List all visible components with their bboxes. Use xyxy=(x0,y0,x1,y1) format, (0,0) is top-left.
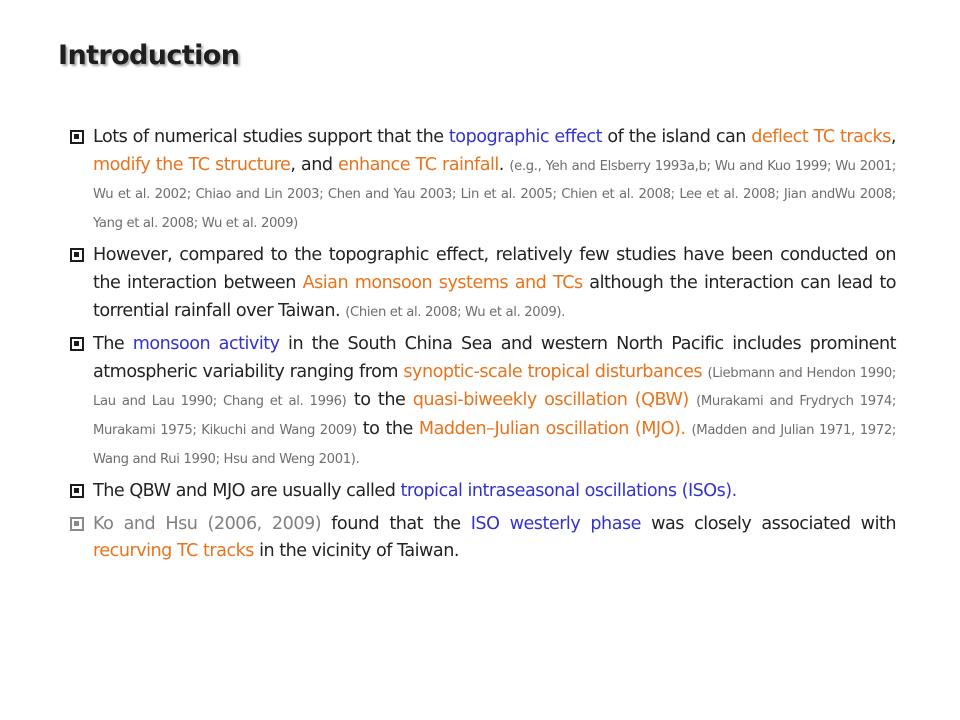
bullet-text: . xyxy=(498,154,510,175)
bullet-text: ISO westerly phase xyxy=(470,513,641,534)
square-bullet-icon xyxy=(70,337,84,351)
bullet-text: although the interaction can lead to torrential rainfall over Taiwan. xyxy=(93,272,896,321)
bullet-text: enhance TC rainfall xyxy=(338,154,499,175)
bullet-item xyxy=(70,242,896,326)
citation-text: (Chien et al. 2008; Wu et al. 2009). xyxy=(345,304,566,320)
slide-title: Introduction xyxy=(58,40,240,71)
bullet-text xyxy=(689,390,696,410)
bullet-text: in the South China Sea and western North Pacific includes prominent atmospheric variability ranging from xyxy=(93,334,896,382)
bullet-text: The xyxy=(93,334,133,355)
bullet-list xyxy=(70,124,896,571)
bullet-text: modify the TC structure xyxy=(93,154,291,175)
bullet-text: was closely associated with xyxy=(640,513,896,534)
square-bullet-icon xyxy=(70,130,84,144)
bullet-text: Lots of numerical studies support that the xyxy=(93,127,449,147)
bullet-text: monsoon activity xyxy=(132,334,280,355)
bullet-text: found that the xyxy=(321,513,471,534)
bullet-item xyxy=(70,124,896,237)
bullet-item xyxy=(70,511,896,566)
citation-text: (Madden and Julian 1971, 1972; Wang and Rui 1990; Hsu and Weng 2001). xyxy=(93,422,896,467)
bullet-text: to the xyxy=(356,418,419,439)
bullet-text: to the xyxy=(346,390,413,411)
square-bullet-icon xyxy=(70,517,84,531)
bullet-text: topographic effect xyxy=(448,127,603,147)
bullet-text: Ko and Hsu (2006, 2009) xyxy=(93,513,322,534)
bullet-text: in the vicinity of Taiwan. xyxy=(253,541,459,562)
bullet-text: Asian monsoon systems and TCs xyxy=(302,272,583,293)
citation-text: (Liebmann and Hendon 1990; Lau and Lau 1990; Chang et al. 1996) xyxy=(93,365,897,410)
square-bullet-icon xyxy=(70,484,84,498)
citation-text: (Murakami and Frydrych 1974; Murakami 1975; Kikuchi and Wang 2009) xyxy=(93,394,897,438)
bullet-text: quasi-biweekly oscillation (QBW) xyxy=(412,390,689,411)
bullet-text: However, compared to the topographic effect, relatively few studies have been conducted on the interaction between xyxy=(93,245,896,293)
bullet-text: deflect TC tracks xyxy=(751,127,891,147)
bullet-text: of the island can xyxy=(602,127,752,147)
bullet-item xyxy=(70,331,896,473)
bullet-text: The QBW and MJO are usually called xyxy=(93,481,401,502)
bullet-text: synoptic-scale tropical disturbances xyxy=(403,361,703,382)
bullet-text: , and xyxy=(290,154,338,175)
bullet-text: tropical intraseasonal oscillations (ISOs). xyxy=(400,481,737,502)
bullet-text: , xyxy=(890,127,896,147)
bullet-text: recurving TC tracks xyxy=(93,541,254,562)
bullet-text: Madden–Julian oscillation (MJO). xyxy=(418,418,686,439)
bullet-item xyxy=(70,478,896,506)
square-bullet-icon xyxy=(70,248,84,262)
citation-text: (e.g., Yeh and Elsberry 1993a,b; Wu and Kuo 1999; Wu 2001; Wu et al. 2002; Chiao and Lin 2003; Chen and Yau 2003; Lin et al. 2005; Chien et al. 2008; Lee et al. 2008; Jian andWu 2008; Yang et al. 2008; Wu et al. 2009) xyxy=(93,158,896,231)
